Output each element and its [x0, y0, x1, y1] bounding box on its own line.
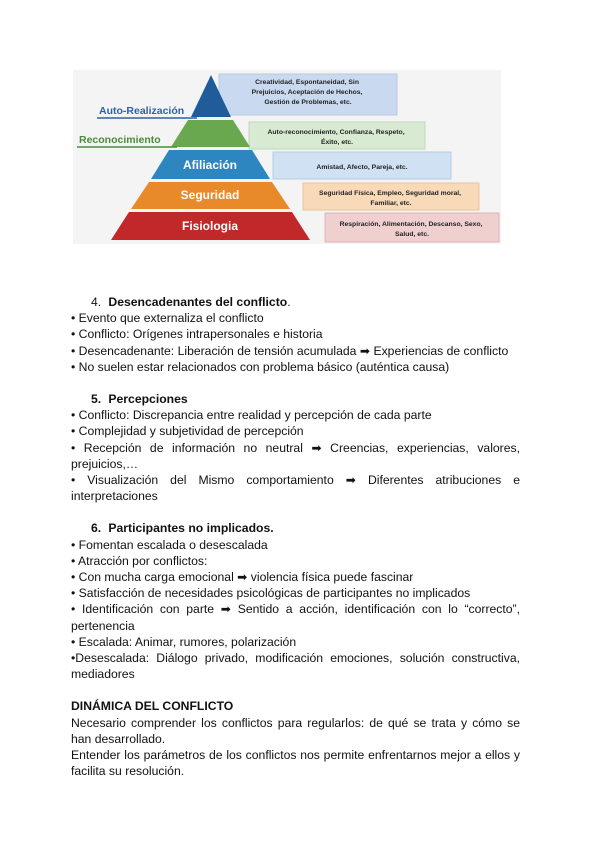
list-item: • Conflicto: Discrepancia entre realidad y percepción de cada parte	[71, 408, 432, 423]
list-item: • Identificación con parte ➡ Sentido a acción, identificación con lo “correcto”, pertenencia	[71, 602, 520, 633]
label-afiliacion: Afiliación	[182, 158, 238, 172]
section-4-number: 4.	[91, 295, 102, 309]
side-label-autorrealizacion: Auto-Realización	[99, 105, 185, 117]
list-item: • Satisfacción de necesidades psicológicas de participantes no implicados	[71, 586, 471, 601]
desc-reconocimiento: Auto-reconocimiento, Confianza, Respeto, Éxito, etc.	[267, 129, 405, 146]
desc-fisiologia: Respiración, Alimentación, Descanso, Sexo, Salud, etc.	[339, 221, 483, 238]
side-label-reconocimiento: Reconocimiento	[79, 134, 161, 146]
desc-autorrealizacion: Creatividad, Espontaneidad, Sin Prejuicios, Aceptación de Hechos, Gestión de Problemas, etc.	[251, 79, 363, 106]
section-5-title: Percepciones	[108, 392, 188, 407]
dinamica-paragraph: Entender los parámetros de los conflictos nos permite enfrentarnos mejor a ellos y facilita su resolución.	[71, 748, 520, 779]
section-6-heading	[71, 520, 520, 536]
list-item: •Desescalada: Diálogo privado, modificación emociones, solución constructiva, mediadores	[71, 651, 520, 682]
list-item: • Con mucha carga emocional ➡ violencia física puede fascinar	[71, 570, 414, 585]
section-6-number: 6.	[91, 521, 102, 536]
maslow-pyramid-figure	[73, 70, 501, 244]
list-item: • Conflicto: Orígenes intrapersonales e historia	[71, 327, 323, 342]
dinamica-heading: DINÁMICA DEL CONFLICTO	[71, 699, 234, 714]
list-item: • Desencadenante: Liberación de tensión acumulada ➡ Experiencias de conflicto	[71, 343, 509, 358]
list-item: • Visualización del Mismo comportamiento ➡ Diferentes atribuciones e interpretaciones	[71, 473, 520, 504]
list-item: • Recepción de información no neutral ➡ Creencias, experiencias, valores, prejuicios,…	[71, 440, 520, 471]
section-5-number: 5.	[91, 392, 102, 407]
list-item: • Evento que externaliza el conflicto	[71, 311, 264, 326]
desc-afiliacion: Amistad, Afecto, Pareja, etc.	[316, 164, 408, 171]
list-item: • Fomentan escalada o desescalada	[71, 537, 268, 552]
list-item: • Escalada: Animar, rumores, polarización	[71, 634, 297, 649]
list-item: • Atracción por conflictos:	[71, 553, 208, 568]
label-seguridad: Seguridad	[180, 188, 240, 202]
section-4-heading	[71, 294, 520, 310]
section-4-title: Desencadenantes del conflicto	[108, 295, 288, 309]
list-item: • No suelen estar relacionados con problema básico (auténtica causa)	[71, 359, 450, 374]
section-4-title-dot: .	[287, 295, 291, 309]
label-fisiologia: Fisiologia	[181, 219, 239, 233]
document-body	[71, 294, 520, 779]
desc-seguridad: Seguridad Física, Empleo, Seguridad moral, Familiar, etc.	[319, 190, 462, 207]
section-6-title: Participantes no implicados.	[108, 521, 274, 536]
dinamica-paragraph: Necesario comprender los conflictos para regularlos: de qué se trata y cómo se han desarrollado.	[71, 715, 520, 746]
list-item: • Complejidad y subjetividad de percepción	[71, 424, 304, 439]
section-5-heading	[71, 391, 520, 407]
pyramid-svg	[73, 70, 501, 244]
